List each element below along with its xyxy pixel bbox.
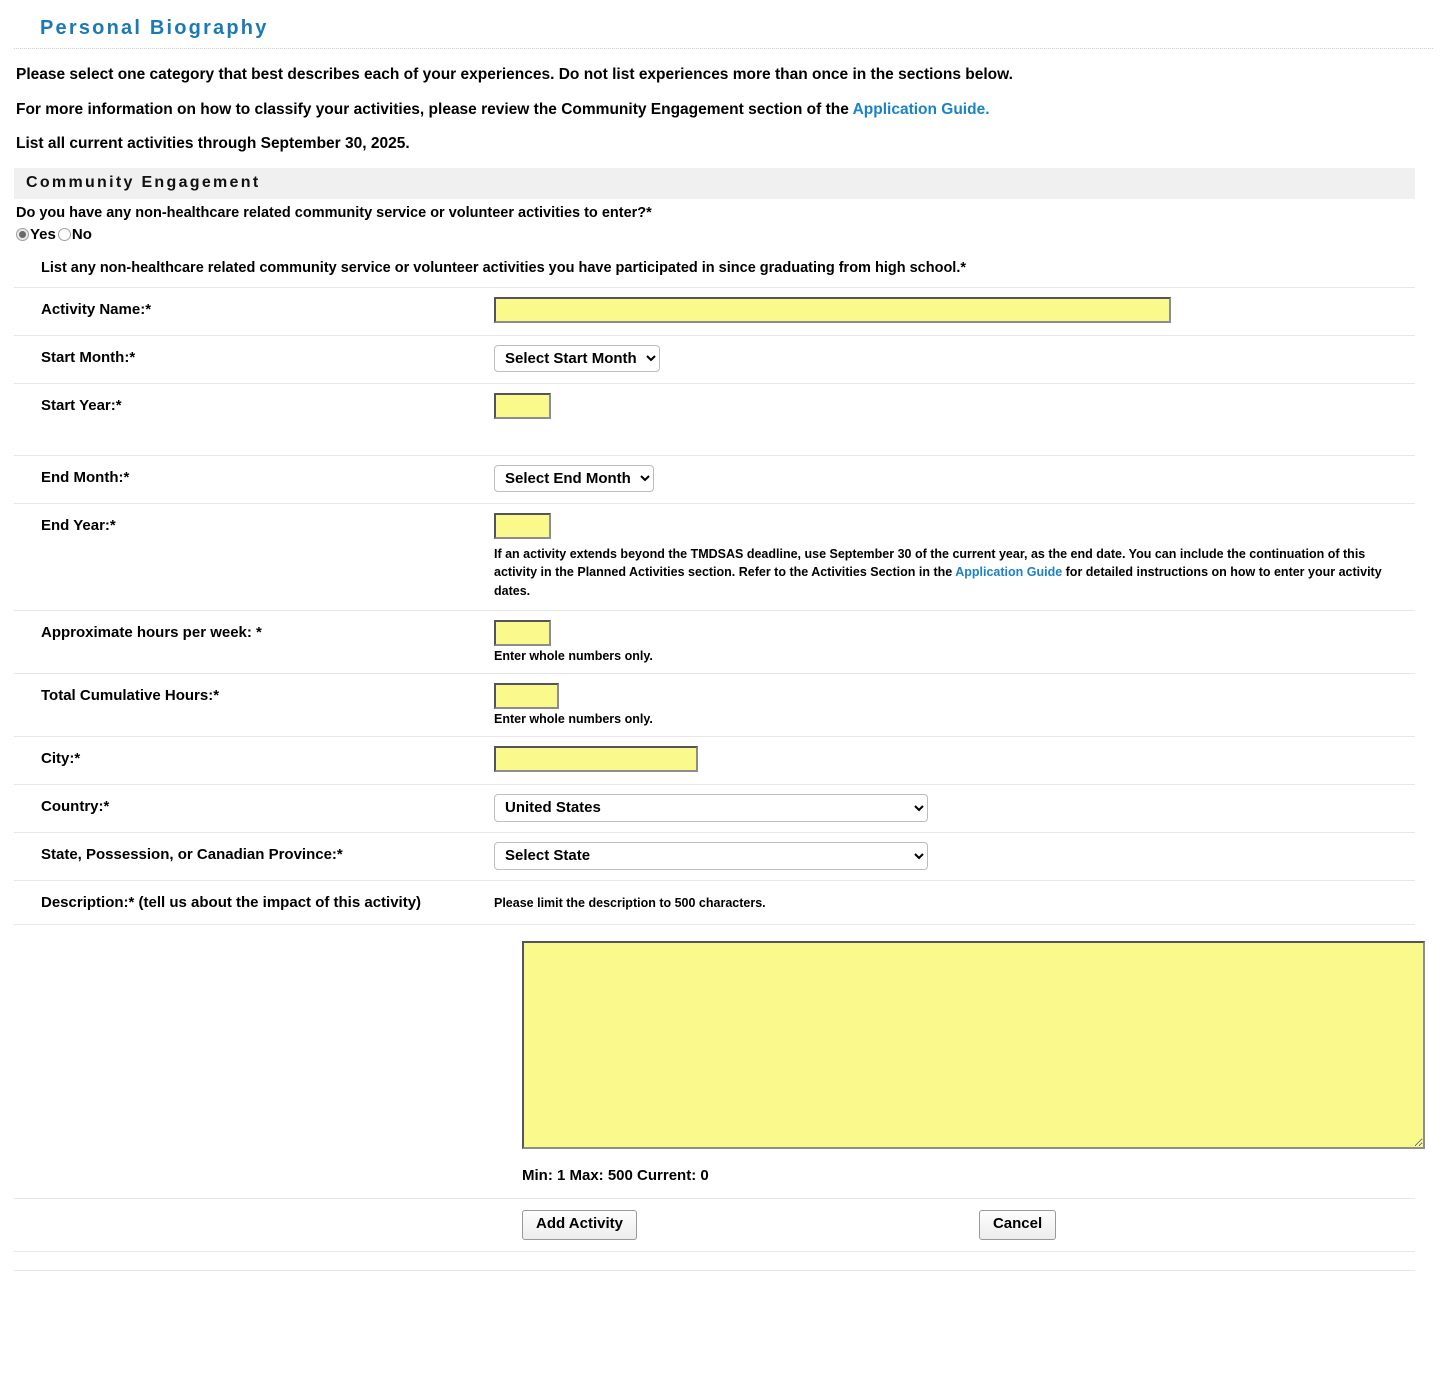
label-state: State, Possession, or Canadian Province:* <box>41 845 343 863</box>
section-title: Community Engagement <box>26 174 261 192</box>
row-description-textarea <box>14 925 1415 1199</box>
yes-no-radio-group <box>16 226 1433 243</box>
bottom-divider <box>14 1270 1415 1271</box>
row-start-month <box>14 336 1415 384</box>
radio-yes-label[interactable]: Yes <box>30 225 56 243</box>
row-end-month <box>14 456 1415 504</box>
field-activity-name <box>494 288 1415 333</box>
field-total-hours <box>494 674 1415 736</box>
label-end-month: End Month:* <box>41 469 130 487</box>
end-year-input[interactable] <box>494 513 551 539</box>
activity-form <box>14 287 1415 1252</box>
description-textarea[interactable] <box>522 941 1425 1149</box>
page-title: Personal Biography <box>40 17 269 39</box>
intro-block <box>0 66 1449 154</box>
radio-no-label[interactable]: No <box>71 225 92 243</box>
radio-yes[interactable] <box>16 228 29 241</box>
field-country <box>494 785 1415 832</box>
total-hours-helper: Enter whole numbers only. <box>494 711 653 726</box>
label-total-hours: Total Cumulative Hours:* <box>41 686 220 704</box>
add-activity-button[interactable]: Add Activity <box>522 1210 637 1240</box>
label-country: Country:* <box>41 797 110 815</box>
cancel-button[interactable]: Cancel <box>979 1210 1056 1240</box>
hours-per-week-helper: Enter whole numbers only. <box>494 648 653 663</box>
row-description-label <box>14 881 1415 926</box>
end-year-application-guide-link[interactable]: Application Guide <box>955 565 1063 580</box>
community-service-question: Do you have any non-healthcare related community service or volunteer activities to enter?* <box>16 204 652 221</box>
state-select[interactable] <box>494 842 928 870</box>
row-city <box>14 737 1415 785</box>
label-activity-name: Activity Name:* <box>41 301 152 319</box>
end-year-helper-suffix: for detailed instructions on how to enter your activity dates. <box>494 565 1382 598</box>
intro-line-2-text: For more information on how to classify your activities, please review the Community Engagement section of the <box>16 100 853 118</box>
intro-line-3: List all current activities through September 30, 2025. <box>16 135 410 153</box>
community-service-question-block <box>0 199 1449 243</box>
hours-per-week-input[interactable] <box>494 620 551 646</box>
label-start-year: Start Year:* <box>41 397 122 415</box>
field-city <box>494 737 1415 782</box>
field-start-month <box>494 336 1415 382</box>
row-total-hours <box>14 674 1415 737</box>
description-character-counter: Min: 1 Max: 500 Current: 0 <box>522 1167 709 1185</box>
field-state <box>494 833 1415 880</box>
radio-no[interactable] <box>58 228 71 241</box>
page-header <box>14 0 1433 49</box>
row-end-year <box>14 504 1415 610</box>
sub-instruction: List any non-healthcare related community service or volunteer activities you have participated in since graduating from high school.* <box>41 259 967 276</box>
intro-line-1: Please select one category that best describes each of your experiences. Do not list experiences more than once in the sections below. <box>16 66 1013 83</box>
label-end-year: End Year:* <box>41 517 116 535</box>
row-activity-name <box>14 288 1415 336</box>
start-month-select[interactable] <box>494 345 660 372</box>
application-guide-link[interactable]: Application Guide. <box>852 100 990 118</box>
label-start-month: Start Month:* <box>41 349 136 367</box>
label-city: City:* <box>41 749 81 767</box>
start-year-input[interactable] <box>494 393 551 419</box>
end-year-helper <box>494 545 1399 599</box>
end-month-select[interactable] <box>494 465 654 492</box>
row-state <box>14 833 1415 881</box>
row-country <box>14 785 1415 833</box>
field-end-month <box>494 456 1415 502</box>
activity-name-input[interactable] <box>494 297 1171 323</box>
field-hours-per-week <box>494 611 1415 673</box>
end-year-helper-prefix: If an activity extends beyond the TMDSAS deadline, use September 30 of the current year, as the end date. You can include the continuation of this activity in the Planned Activities section. Refer to the Activities Section in the <box>494 547 1366 580</box>
field-start-year <box>494 384 1415 429</box>
description-helper: Please limit the description to 500 characters. <box>494 895 766 910</box>
label-hours-per-week: Approximate hours per week: * <box>41 623 262 641</box>
field-end-year <box>494 504 1415 609</box>
country-select[interactable] <box>494 794 928 822</box>
label-description: Description:* (tell us about the impact of this activity) <box>41 893 422 911</box>
city-input[interactable] <box>494 746 698 772</box>
row-start-year <box>14 384 1415 456</box>
intro-line-2 <box>16 101 1433 120</box>
form-actions <box>14 1199 1415 1252</box>
total-hours-input[interactable] <box>494 683 559 709</box>
row-hours-per-week <box>14 611 1415 674</box>
community-engagement-section-header <box>14 168 1415 199</box>
